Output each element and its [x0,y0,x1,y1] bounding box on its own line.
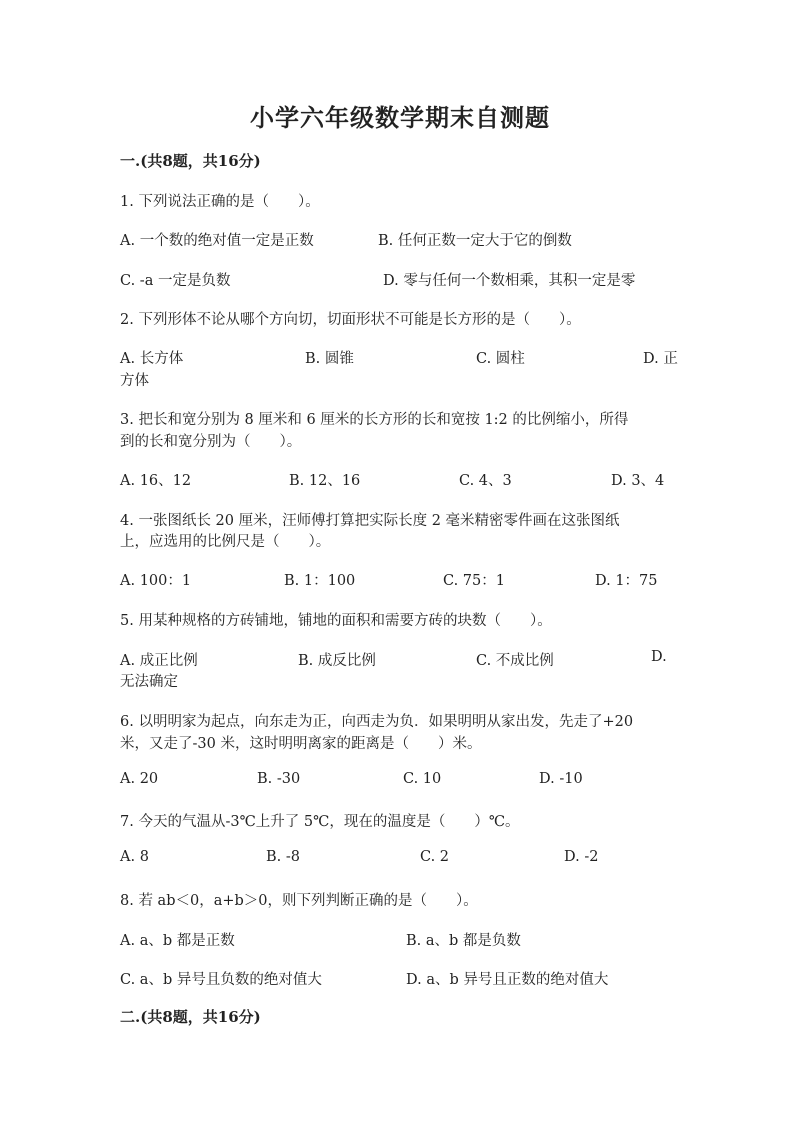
question-7-option-d: D. -2 [564,849,599,865]
question-4-option-b: B. 1：100 [284,573,356,589]
question-5-option-a: A. 成正比例 [120,653,198,669]
question-7-option-b: B. -8 [266,849,300,865]
question-2-option-b: B. 圆锥 [305,351,354,367]
question-7-option-c: C. 2 [420,849,450,865]
question-2-text: 2. 下列形体不论从哪个方向切，切面形状不可能是长方形的是（ ）。 [120,312,581,328]
question-1-option-a: A. 一个数的绝对值一定是正数 [120,233,314,249]
question-3-option-c: C. 4、3 [459,473,512,489]
question-6-option-d: D. -10 [539,771,583,787]
question-6-option-a: A. 20 [120,771,159,787]
question-1-option-d: D. 零与任何一个数相乘，其积一定是零 [383,273,636,289]
question-7-option-a: A. 8 [120,849,149,865]
question-5-option-c: C. 不成比例 [476,653,554,669]
question-1-text: 1. 下列说法正确的是（ ）。 [120,194,320,210]
question-6-option-b: B. -30 [257,771,301,787]
question-4-option-d: D. 1：75 [595,573,658,589]
question-4-option-c: C. 75：1 [443,573,505,589]
question-6-text-line-2: 米，又走了-30 米，这时明明离家的距离是（ ）米。 [120,736,482,752]
question-3-option-d: D. 3、4 [611,473,665,489]
question-5-text: 5. 用某种规格的方砖铺地，铺地的面积和需要方砖的块数（ ）。 [120,613,552,629]
question-3-text-line-2: 到的长和宽分别为（ ）。 [120,434,302,450]
question-8-option-b: B. a、b 都是负数 [406,933,521,949]
section-2-header: 二.(共8题，共16分) [120,1008,261,1026]
question-6-text-line-1: 6. 以明明家为起点，向东走为正，向西走为负．如果明明从家出发，先走了+20 [120,714,634,730]
section-1-header: 一.(共8题，共16分) [120,152,261,170]
question-5-option-b: B. 成反比例 [298,653,376,669]
question-8-text: 8. 若 ab＜0，a+b＞0，则下列判断正确的是（ ）。 [120,893,478,909]
question-2-option-d-wrap: 方体 [120,373,149,389]
question-4-option-a: A. 100：1 [120,573,192,589]
question-3-option-a: A. 16、12 [120,473,192,489]
question-2-option-a: A. 长方体 [120,351,184,367]
question-1-option-b: B. 任何正数一定大于它的倒数 [378,233,572,249]
page-title: 小学六年级数学期末自测题 [250,103,550,132]
question-6-option-c: C. 10 [403,771,442,787]
question-8-option-c: C. a、b 异号且负数的绝对值大 [120,972,322,988]
question-2-option-d: D. 正 [643,351,678,367]
question-2-option-c: C. 圆柱 [476,351,525,367]
question-8-option-d: D. a、b 异号且正数的绝对值大 [406,972,609,988]
question-8-option-a: A. a、b 都是正数 [120,933,235,949]
question-3-text-line-1: 3. 把长和宽分别为 8 厘米和 6 厘米的长方形的长和宽按 1:2 的比例缩小，所得 [120,412,629,428]
question-4-text-line-1: 4. 一张图纸长 20 厘米，汪师傅打算把实际长度 2 毫米精密零件画在这张图纸 [120,513,620,529]
question-5-option-d: D. [651,649,667,665]
question-5-option-d-wrap: 无法确定 [120,674,178,690]
question-7-text: 7. 今天的气温从-3℃上升了 5℃，现在的温度是（ ）℃。 [120,814,520,830]
question-3-option-b: B. 12、16 [289,473,361,489]
question-4-text-line-2: 上，应选用的比例尺是（ ）。 [120,534,331,550]
question-1-option-c: C. -a 一定是负数 [120,273,231,289]
